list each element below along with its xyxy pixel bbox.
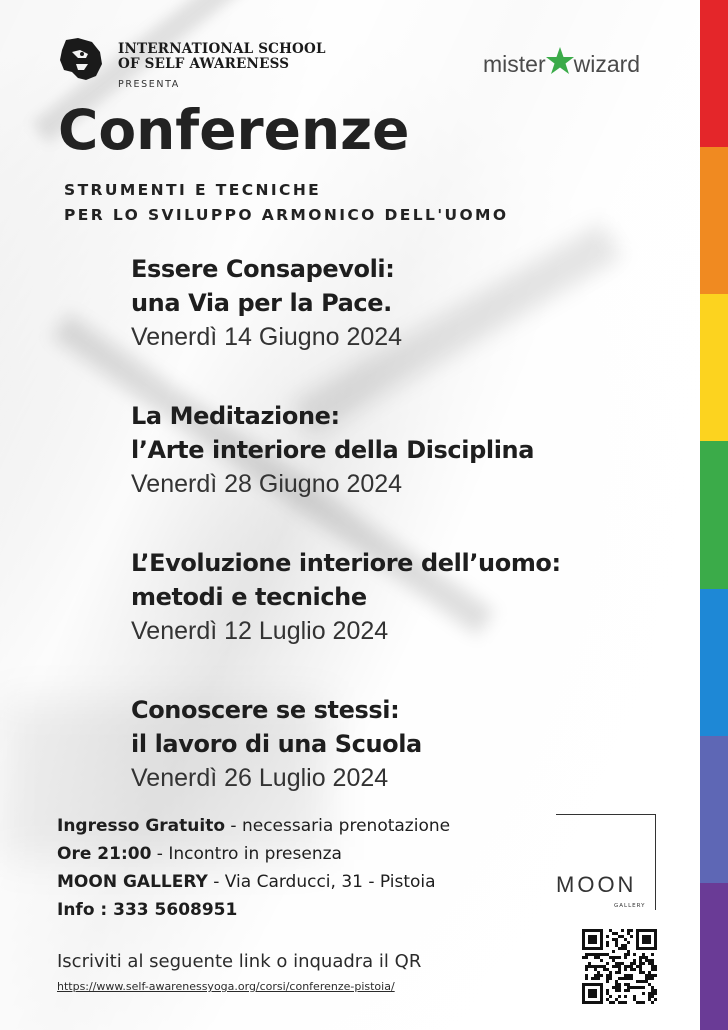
event-title: Conoscere se stessi:	[131, 696, 400, 724]
presenta-label: PRESENTA	[118, 79, 180, 90]
rainbow-band	[700, 589, 728, 736]
moon-gallery-logo-text: MOON	[556, 872, 637, 897]
rainbow-band	[700, 294, 728, 441]
qr-code-icon[interactable]	[582, 929, 657, 1004]
event-title: La Meditazione:	[131, 402, 340, 430]
event-date: Venerdì 14 Giugno 2024	[131, 323, 403, 351]
school-name: INTERNATIONAL SCHOOL OF SELF AWARENESS	[118, 41, 326, 72]
event-date: Venerdì 12 Luglio 2024	[131, 617, 389, 645]
phone-line: Info : 333 5608951	[57, 900, 238, 920]
event-date: Venerdì 28 Giugno 2024	[131, 470, 403, 498]
event-title: una Via per la Pace.	[131, 289, 392, 317]
lion-head-logo-icon	[58, 36, 104, 82]
mister-wizard-logo	[483, 46, 640, 78]
rainbow-band	[700, 883, 728, 1030]
event-item	[131, 252, 651, 399]
wizard-right-text: wizard	[573, 51, 641, 77]
page-title: Conferenze	[58, 98, 410, 162]
rainbow-stripe	[700, 0, 728, 1030]
cta-text: Iscriviti al seguente link o inquadra il QR	[57, 951, 422, 972]
event-item	[131, 399, 651, 546]
subtitle: STRUMENTI E TECNICHE PER LO SVILUPPO ARMONICO DELL'UOMO	[64, 181, 509, 224]
event-title: L’Evoluzione interiore dell’uomo:	[131, 549, 561, 577]
event-title: il lavoro di una Scuola	[131, 730, 422, 758]
event-list	[131, 252, 651, 840]
event-title: l’Arte interiore della Disciplina	[131, 436, 535, 464]
wizard-left-text: mister	[483, 51, 546, 77]
event-info	[57, 812, 450, 924]
moon-gallery-logo-sub: GALLERY	[614, 903, 646, 909]
entry-line: Ingresso Gratuito - necessaria prenotazione	[57, 816, 451, 836]
rainbow-band	[700, 441, 728, 588]
event-date: Venerdì 26 Luglio 2024	[131, 764, 389, 792]
rainbow-band	[700, 736, 728, 883]
event-item	[131, 546, 651, 693]
place-line: MOON GALLERY - Via Carducci, 31 - Pistoia	[57, 872, 436, 892]
event-title: metodi e tecniche	[131, 583, 367, 611]
event-title: Essere Consapevoli:	[131, 255, 395, 283]
registration-link[interactable]: https://www.self-awarenessyoga.org/corsi/conferenze-pistoia/	[57, 980, 395, 993]
rainbow-band	[700, 0, 728, 147]
rainbow-band	[700, 147, 728, 294]
star-icon	[545, 46, 575, 76]
time-line: Ore 21:00 - Incontro in presenza	[57, 844, 342, 864]
